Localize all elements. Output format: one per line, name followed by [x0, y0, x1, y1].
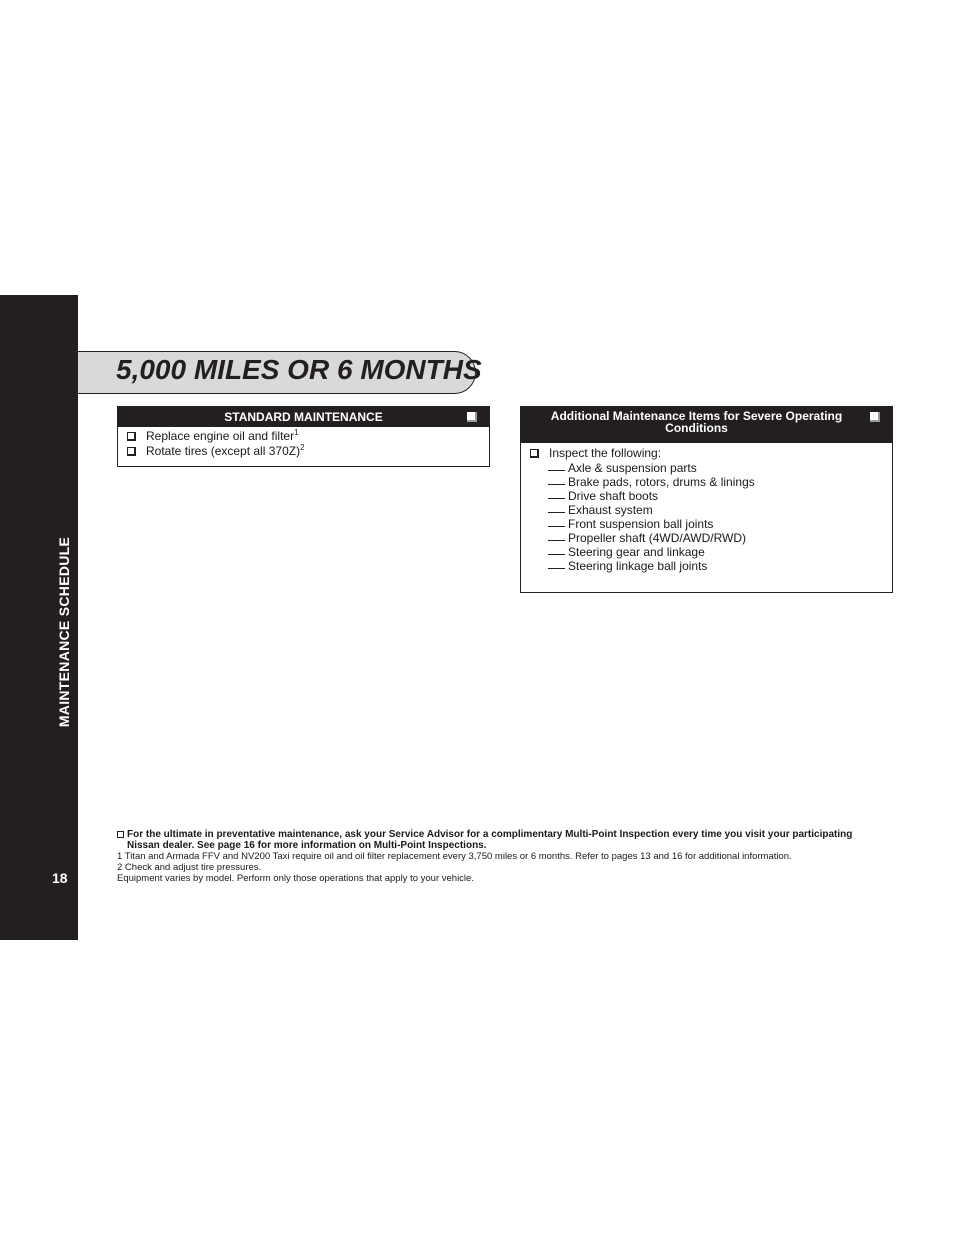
inspect-label: Inspect the following: [549, 446, 662, 460]
blank-line[interactable] [548, 568, 565, 569]
page-number: 18 [52, 870, 68, 886]
page-title: 5,000 MILES OR 6 MONTHS [116, 354, 482, 385]
severe-conditions-title: Additional Maintenance Items for Severe Operating Conditions [550, 409, 843, 435]
standard-maintenance-box [117, 406, 490, 467]
footnotes [117, 829, 877, 884]
equipment-note: Equipment varies by model. Perform only those operations that apply to your vehicle. [117, 873, 474, 884]
inspection-item: Steering linkage ball joints [530, 559, 892, 573]
severe-conditions-header [521, 407, 892, 443]
inspection-item: Axle & suspension parts [530, 461, 892, 475]
standard-maintenance-title: STANDARD MAINTENANCE [224, 410, 383, 424]
header-checkbox-icon[interactable] [870, 412, 880, 422]
inspection-item: Exhaust system [530, 503, 892, 517]
footnote-ref: 1 [294, 428, 299, 437]
blank-line[interactable] [548, 526, 565, 527]
blank-line[interactable] [548, 470, 565, 471]
footnote-2: 2 Check and adjust tire pressures. [117, 862, 262, 873]
severe-items [521, 443, 892, 573]
checkbox-icon[interactable] [127, 447, 136, 456]
footnote-ref: 2 [300, 443, 305, 452]
checkbox-icon[interactable] [530, 449, 539, 458]
blank-line[interactable] [548, 512, 565, 513]
checkbox-icon[interactable] [127, 432, 136, 441]
inspection-item: Drive shaft boots [530, 489, 892, 503]
standard-maintenance-header [118, 407, 489, 427]
list-item [127, 444, 489, 459]
blank-line[interactable] [548, 554, 565, 555]
inspection-item: Brake pads, rotors, drums & linings [530, 475, 892, 489]
item-label: Replace engine oil and filter [146, 429, 295, 443]
header-checkbox-icon[interactable] [467, 412, 477, 422]
inspection-note: For the ultimate in preventative maintenance, ask your Service Advisor for a complimentary Multi-Point Inspection every time you visit your participating Nissan dealer. See page 16 for more information on Multi-Point Inspections. [117, 829, 877, 851]
checkbox-icon [117, 831, 124, 838]
inspection-item: Propeller shaft (4WD/AWD/RWD) [530, 531, 892, 545]
blank-line[interactable] [548, 540, 565, 541]
inspection-item: Steering gear and linkage [530, 545, 892, 559]
footnote-1: 1 Titan and Armada FFV and NV200 Taxi require oil and oil filter replacement every 3,750 miles or 6 months. Refer to pages 13 and 16 for additional information. [117, 851, 792, 862]
item-label: Rotate tires (except all 370Z) [146, 444, 301, 458]
blank-line[interactable] [548, 498, 565, 499]
blank-line[interactable] [548, 484, 565, 485]
severe-conditions-box [520, 406, 893, 593]
section-label: MAINTENANCE SCHEDULE [56, 536, 72, 728]
list-item [530, 446, 892, 461]
standard-items [118, 427, 489, 459]
list-item [127, 429, 489, 444]
inspection-item: Front suspension ball joints [530, 517, 892, 531]
